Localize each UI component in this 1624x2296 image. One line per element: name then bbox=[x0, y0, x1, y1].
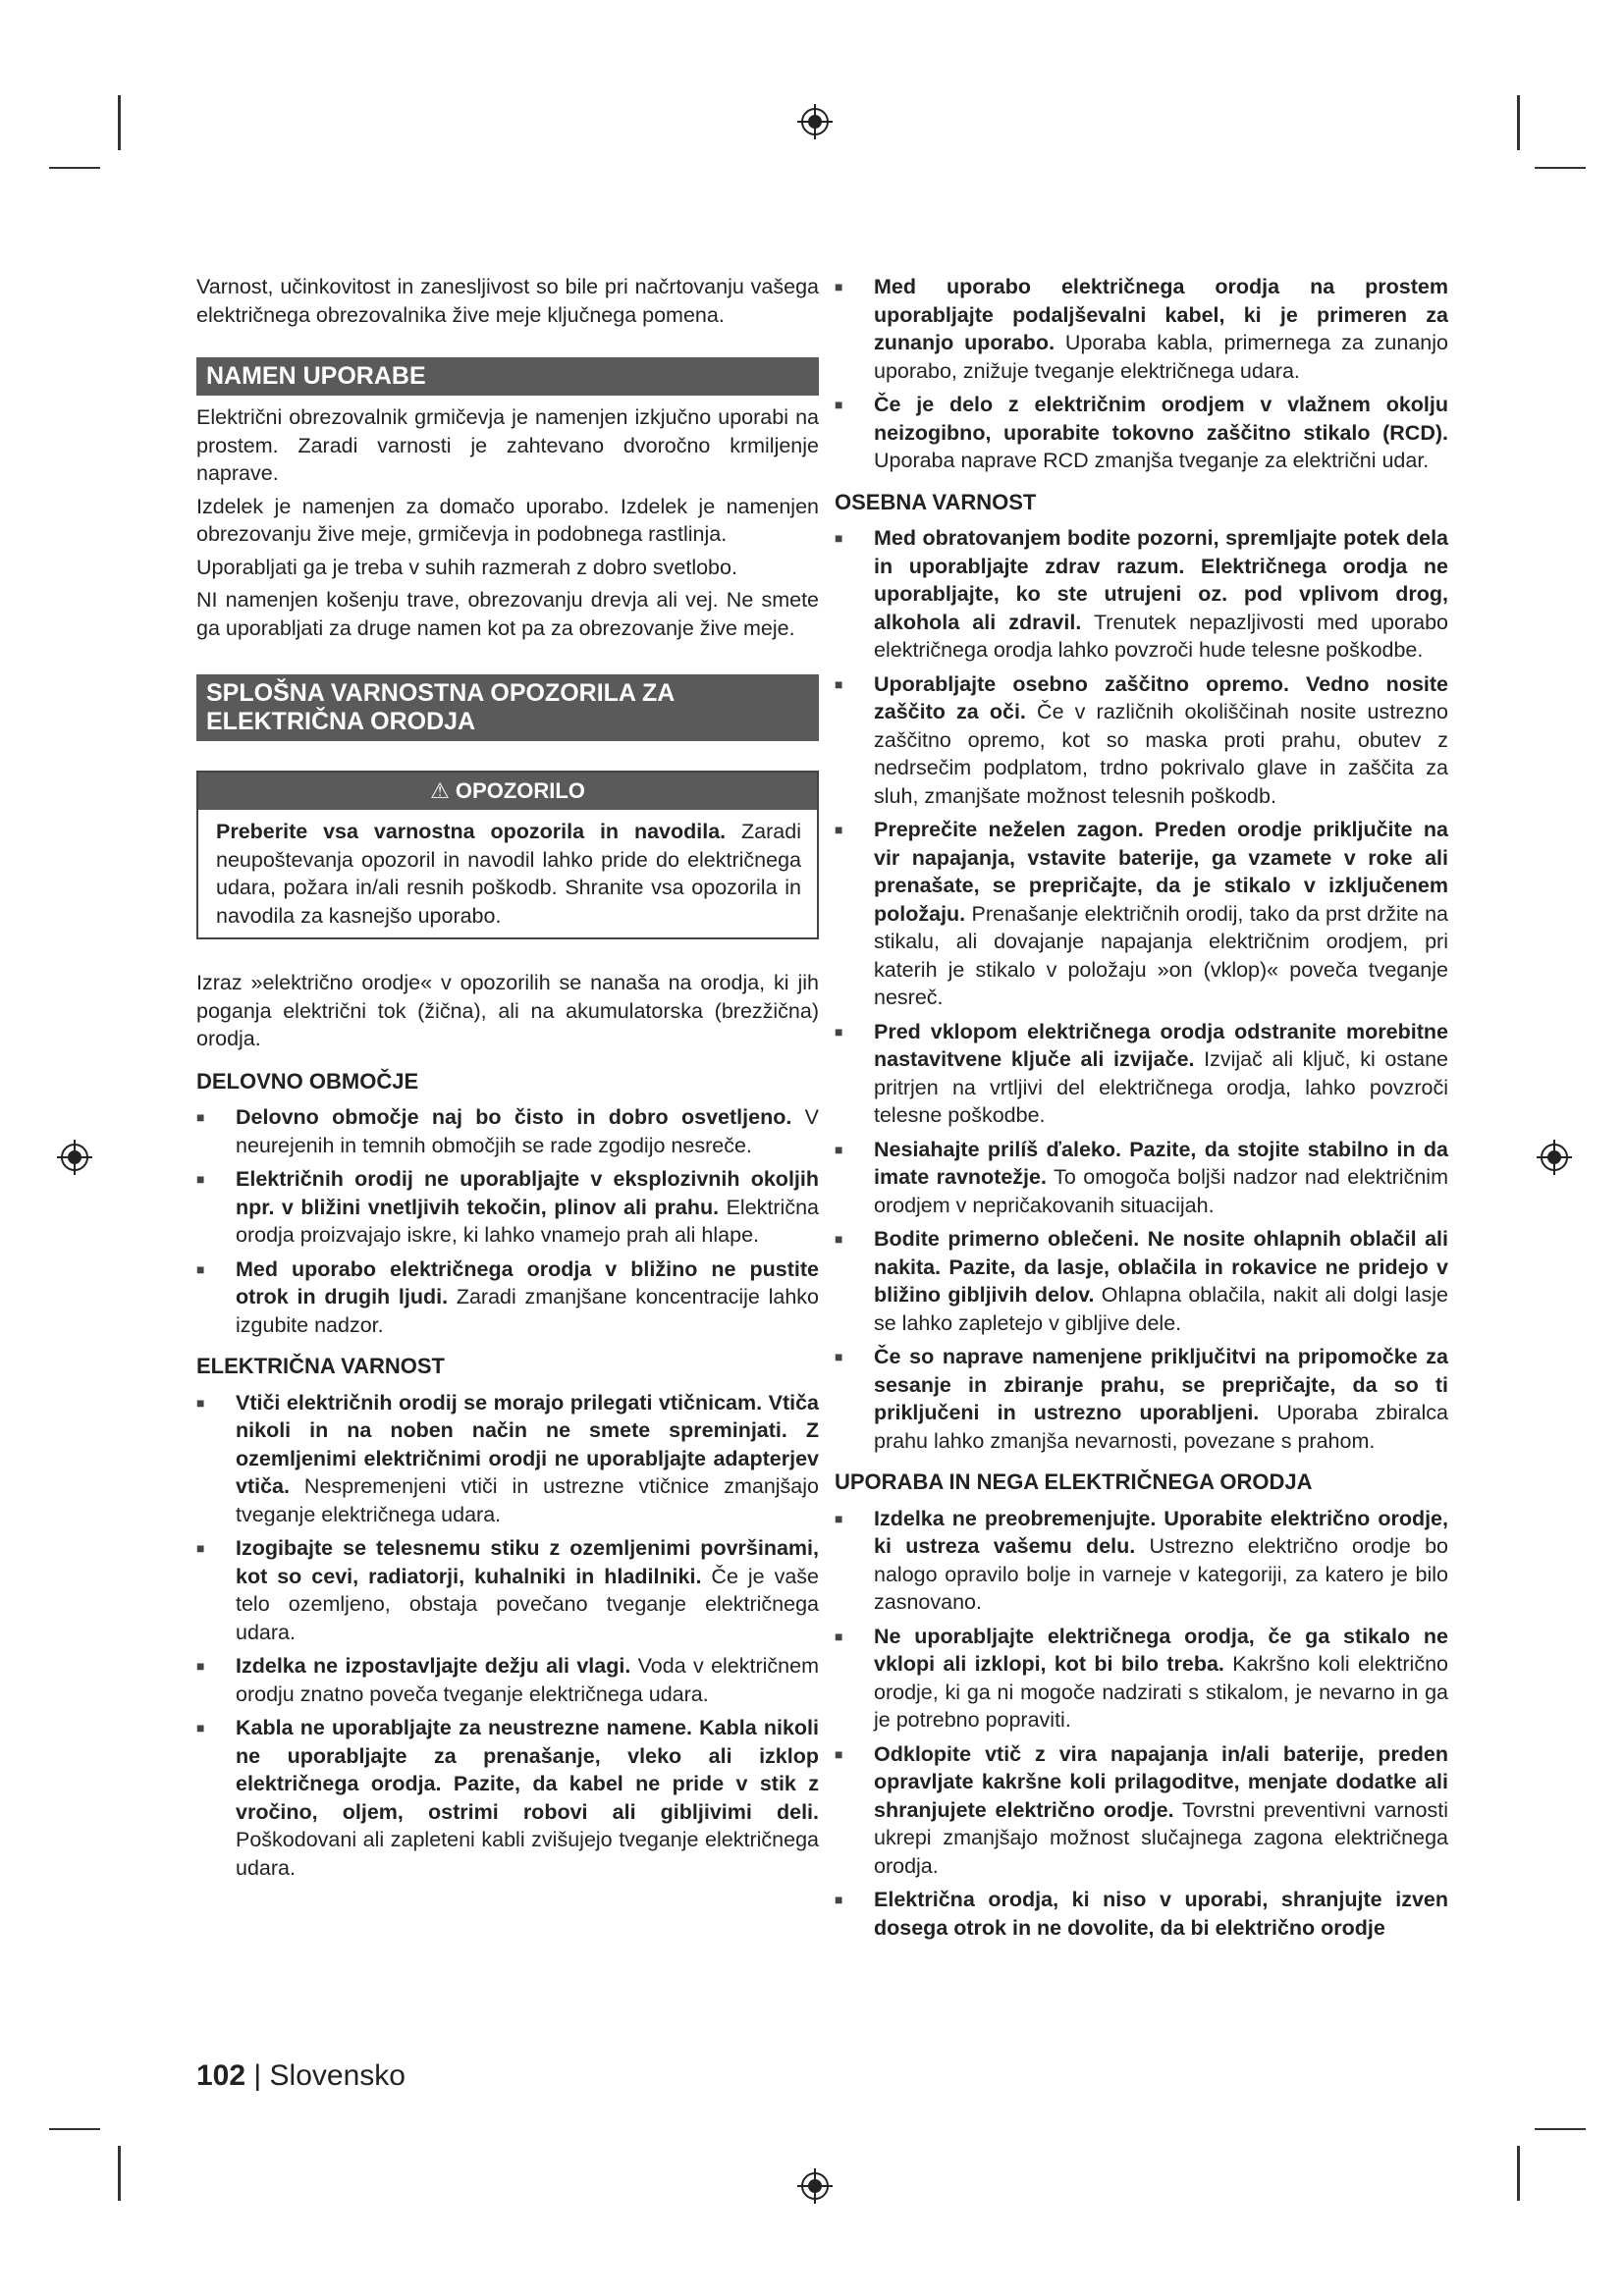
registration-mark-icon bbox=[795, 102, 835, 141]
crop-mark bbox=[118, 95, 121, 150]
osebna-list bbox=[835, 524, 1448, 1455]
registration-mark-icon bbox=[795, 2166, 835, 2206]
list-item: ■ Električnih orodij ne uporabljajte v eksplozivnih okoljih npr. v bližini vnetljivih tekočin, plinov ali prahu. Električna orodja proizvajajo iskre, ki lahko vnamejo prah ali hlape. bbox=[196, 1165, 819, 1250]
list-item: ■ Ne uporabljajte električnega orodja, če ga stikalo ne vklopi ali izklopi, kot bi bilo treba. Kakršno koli električno orodje, ki ga ni mogoče nadzirati s stikalom, je nevarno in ga je potrebno popraviti. bbox=[835, 1623, 1448, 1735]
delovno-list bbox=[196, 1103, 819, 1339]
uporaba-list bbox=[835, 1505, 1448, 1943]
page-number: 102 bbox=[196, 2059, 246, 2092]
list-item: ■ Uporabljajte osebno zaščitno opremo. Vedno nosite zaščito za oči. Če v različnih okoliščinah nosite ustrezno zaščitno opremo, kot so maska proti prahu, obutev z nedrsečim podplatom, trdno pokrivalo glave in zaščita za sluh, zmanjšate možnost telesnih poškodb. bbox=[835, 670, 1448, 811]
subheading-osebna: OSEBNA VARNOST bbox=[835, 489, 1037, 514]
crop-mark bbox=[1517, 95, 1520, 150]
footer-separator: | bbox=[245, 2059, 270, 2092]
right-top-list bbox=[835, 273, 1448, 475]
subheading-uporaba: UPORABA IN NEGA ELEKTRIČNEGA ORODJA bbox=[835, 1469, 1313, 1494]
crop-mark bbox=[49, 167, 100, 169]
section-heading-namen: NAMEN UPORABE bbox=[196, 357, 819, 396]
warning-label: OPOZORILO bbox=[455, 778, 585, 803]
list-item: ■ Izdelka ne izpostavljajte dežju ali vlagi. Voda v električnem orodju znatno poveča tveganje električnega udara. bbox=[196, 1652, 819, 1708]
list-item: ■ Izogibajte se telesnemu stiku z ozemljenimi površinami, kot so cevi, radiatorji, kuhalniki in hladilniki. Če je vaše telo ozemljeno, obstaja povečano tveganje električnega udara. bbox=[196, 1534, 819, 1646]
registration-mark-icon bbox=[1535, 1138, 1574, 1177]
list-item: ■ Pred vklopom električnega orodja odstranite morebitne nastavitvene ključe ali izvijače. Izvijač ali ključ, ki ostane pritrjen na vrtljivi del električnega orodja, lahko povzroči telesne poškodbe. bbox=[835, 1018, 1448, 1130]
list-item: ■ Med uporabo električnega orodja v bližino ne pustite otrok in drugih ljudi. Zaradi zmanjšane koncentracije lahko izgubite nadzor. bbox=[196, 1255, 819, 1340]
right-column bbox=[835, 273, 1448, 1948]
page-footer bbox=[196, 2059, 406, 2093]
list-item: ■ Odklopite vtič z vira napajanja in/ali baterije, preden opravljate kakršne koli prilagoditve, menjate dodatke ali shranjujete električno orodje. Tovrstni preventivni varnosti ukrepi zmanjšajo možnost slučajnega zagona električnega orodja. bbox=[835, 1740, 1448, 1881]
section-heading-splosna: SPLOŠNA VARNOSTNA OPOZORILA ZA ELEKTRIČNA ORODJA bbox=[196, 674, 819, 741]
list-item: ■ Preprečite neželen zagon. Preden orodje priključite na vir napajanja, vstavite baterije, ga vzamete v roke ali prenašate, se prepričajte, da je stikalo v izključenem položaju. Prenašanje električnih orodij, tako da prst držite na stikalu, ali dovajanje napajanja električnim orodjem, pri katerih je stikalo v položaju »on (vklop)« poveča tveganje nesreč. bbox=[835, 816, 1448, 1012]
warning-text: Zaradi neupoštevanja opozoril in navodil lahko pride do električnega udara, požara in/ali resnih poškodb. Shranite vsa opozorila in navodila za kasnejšo uporabo. bbox=[216, 820, 801, 928]
list-item: ■ Med obratovanjem bodite pozorni, spremljajte potek dela in uporabljajte zdrav razum. Električnega orodja ne uporabljajte, ko ste utrujeni oz. pod vplivom drog, alkohola ali zdravil. Trenutek nepazljivosti med uporabo električnega orodja lahko povzroči hude telesne poškodbe. bbox=[835, 524, 1448, 665]
subheading-elektricna: ELEKTRIČNA VARNOST bbox=[196, 1354, 445, 1378]
namen-paragraph: Električni obrezovalnik grmičevja je namenjen izkjučno uporabi na prostem. Zaradi varnosti je zahtevano dvoročno krmiljenje naprave. bbox=[196, 405, 819, 485]
list-item: ■ Delovno območje naj bo čisto in dobro osvetljeno. V neurejenih in temnih območjih se rade zgodijo nesreče. bbox=[196, 1103, 819, 1159]
list-item: ■ Kabla ne uporabljajte za neustrezne namene. Kabla nikoli ne uporabljajte za prenašanje, vleko ali izklop električnega orodja. Pazite, da kabel ne pride v stik z vročino, oljem, ostrimi robovi ali gibljivimi deli. Poškodovani ali zapleteni kabli zvišujejo tveganje električnega udara. bbox=[196, 1714, 819, 1882]
footer-language: Slovensko bbox=[269, 2059, 406, 2092]
namen-paragraph: NI namenjen košenju trave, obrezovanju drevja ali vej. Ne smete ga uporabljati za druge namen kot pa za obrezovanje žive meje. bbox=[196, 588, 819, 640]
intro-paragraph: Varnost, učinkovitost in zanesljivost so bile pri načrtovanju vašega električnega obrezovalnika žive meje ključnega pomena. bbox=[196, 275, 819, 327]
subheading-delovno: DELOVNO OBMOČJE bbox=[196, 1068, 419, 1094]
crop-mark bbox=[1535, 2128, 1586, 2130]
crop-mark bbox=[49, 2128, 100, 2130]
registration-mark-icon bbox=[55, 1138, 94, 1177]
list-item: ■ Če so naprave namenjene priključitvi na pripomočke za sesanje in zbiranje prahu, se prepričajte, da so ti priključeni in ustrezno uporabljeni. Uporaba zbiralca prahu lahko zmanjša nevarnosti, povezane s prahom. bbox=[835, 1343, 1448, 1455]
list-item: ■ Med uporabo električnega orodja na prostem uporabljajte podaljševalni kabel, ki je primeren za zunanjo uporabo. Uporaba kabla, primernega za zunanjo uporabo, znižuje tveganje električnega udara. bbox=[835, 273, 1448, 385]
elektricna-list bbox=[196, 1389, 819, 1883]
list-item: ■ Bodite primerno oblečeni. Ne nosite ohlapnih oblačil ali nakita. Pazite, da lasje, oblačila in rokavice ne pridejo v bližino gibljivih delov. Ohlapna oblačila, nakit ali dolgi lasje se lahko zapletejo v gibljive dele. bbox=[835, 1225, 1448, 1337]
warning-header bbox=[198, 773, 817, 810]
list-item: ■ Izdelka ne preobremenjujte. Uporabite električno orodje, ki ustreza vašemu delu. Ustrezno električno orodje bo nalogo opravilo bolje in varneje v kategoriji, za katero je bilo zasnovano. bbox=[835, 1505, 1448, 1617]
list-item: ■ Električna orodja, ki niso v uporabi, shranjujte izven dosega otrok in ne dovolite, da bi električno orodje bbox=[835, 1886, 1448, 1942]
warning-triangle-icon: ⚠ bbox=[430, 778, 450, 803]
izraz-paragraph: Izraz »električno orodje« v opozorilih se nanaša na orodja, ki jih poganja električni tok (žična), ali na akumulatorska (brezžična) orodja. bbox=[196, 971, 819, 1050]
warning-bold: Preberite vsa varnostna opozorila in navodila. bbox=[216, 820, 727, 843]
crop-mark bbox=[1535, 167, 1586, 169]
namen-paragraph: Uporabljati ga je treba v suhih razmerah z dobro svetlobo. bbox=[196, 555, 737, 579]
list-item: ■ Vtiči električnih orodij se morajo prilegati vtičnicam. Vtiča nikoli in na noben način ne smete spreminjati. Z ozemljenimi električnimi orodji ne uporabljajte adapterjev vtiča. Nespremenjeni vtiči in ustrezne vtičnice zmanjšajo tveganje električnega udara. bbox=[196, 1389, 819, 1529]
namen-paragraph: Izdelek je namenjen za domačo uporabo. Izdelek je namenjen obrezovanju žive meje, grmičevja in podobnega rastlinja. bbox=[196, 494, 819, 546]
crop-mark bbox=[118, 2146, 121, 2201]
left-column bbox=[196, 273, 819, 1888]
crop-mark bbox=[1517, 2146, 1520, 2201]
list-item: ■ Če je delo z električnim orodjem v vlažnem okolju neizogibno, uporabite tokovno zaščitno stikalo (RCD). Uporaba naprave RCD zmanjša tveganje za električni udar. bbox=[835, 391, 1448, 475]
warning-box bbox=[196, 771, 819, 939]
list-item: ■ Nesiahajte prilíš ďaleko. Pazite, da stojite stabilno in da imate ravnotežje. To omogoča boljši nadzor nad električnim orodjem v nepričakovanih situacijah. bbox=[835, 1136, 1448, 1220]
warning-body bbox=[198, 810, 817, 937]
